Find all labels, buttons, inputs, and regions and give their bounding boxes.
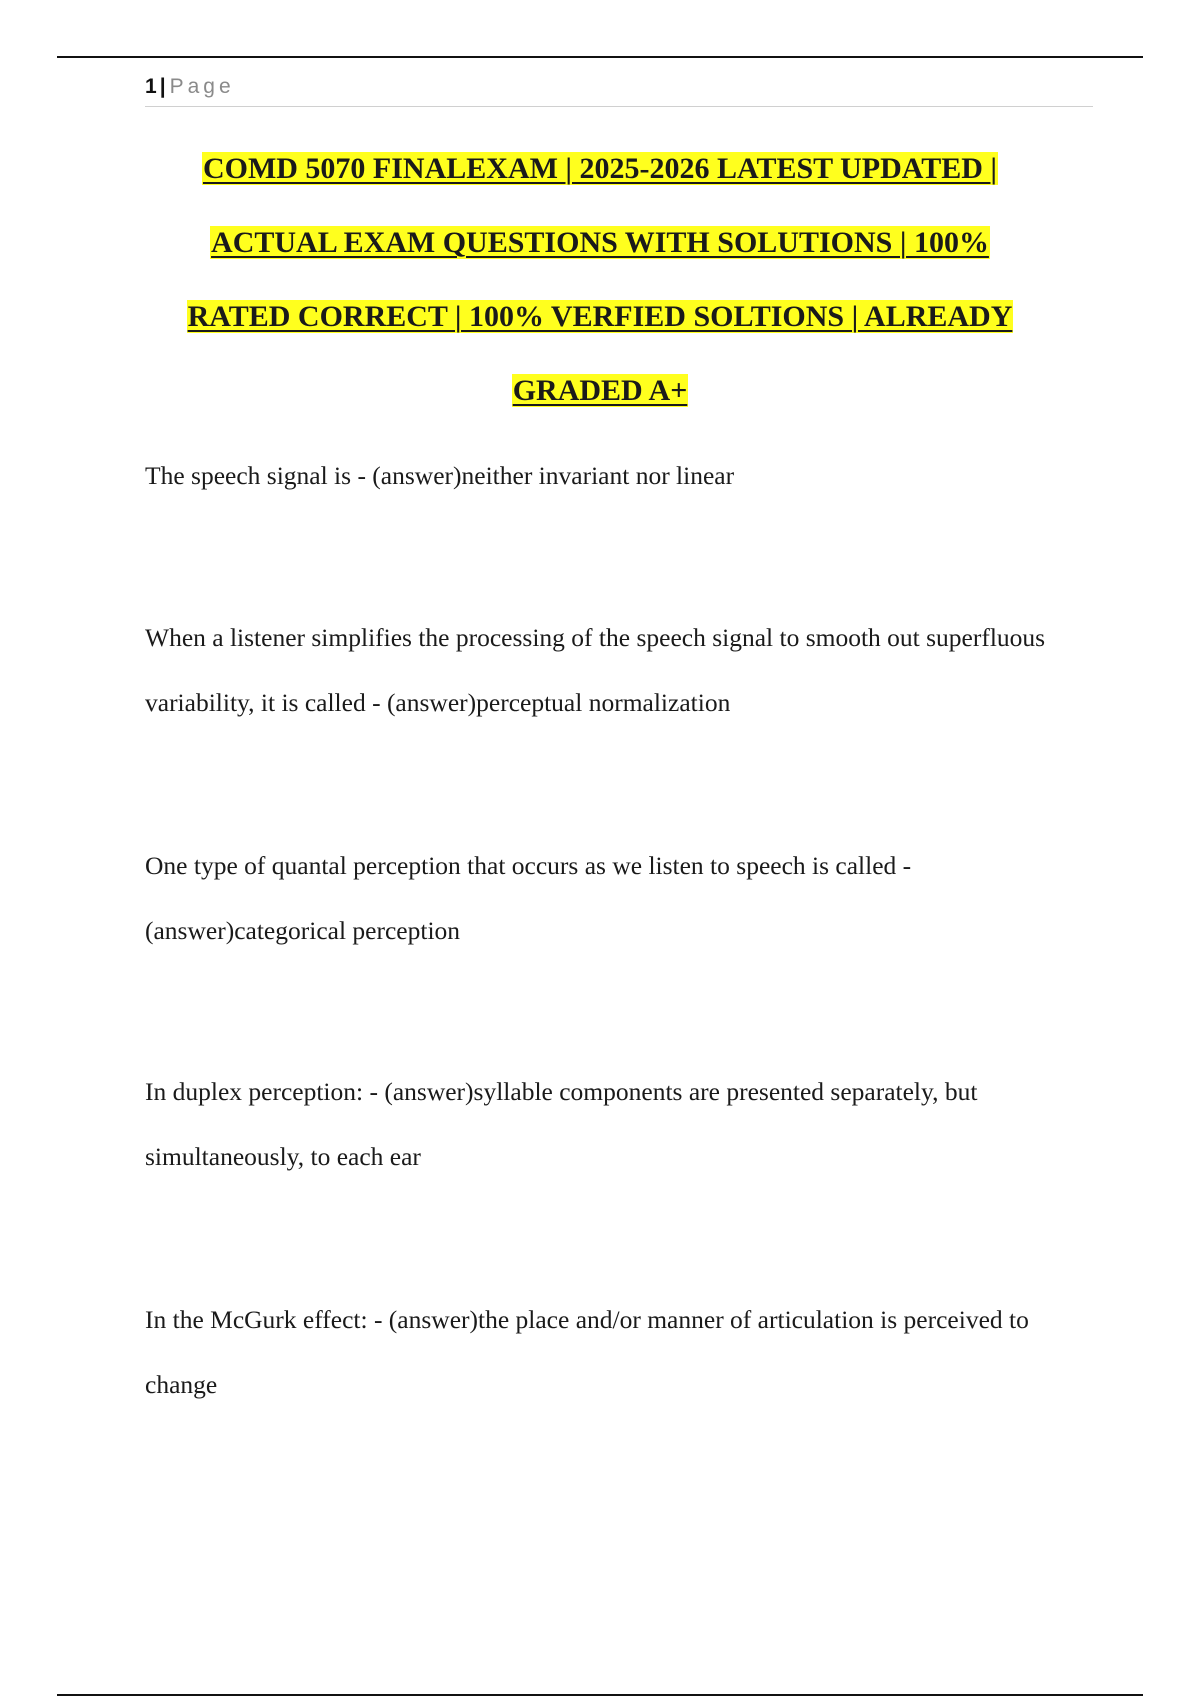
page-label: Page — [169, 75, 235, 98]
title-line: COMD 5070 FINALEXAM | 2025-2026 LATEST UPDATED | — [202, 152, 998, 185]
page-header — [145, 74, 1093, 107]
question-answer-3: One type of quantal perception that occurs as we listen to speech is called - (answer)categorical perception — [145, 851, 912, 945]
question-answer-5: In the McGurk effect: - (answer)the place and/or manner of articulation is perceived to change — [145, 1305, 1029, 1399]
question-answer-1: The speech signal is - (answer)neither invariant nor linear — [145, 461, 735, 490]
document-title — [100, 132, 1100, 428]
title-line: ACTUAL EXAM QUESTIONS WITH SOLUTIONS | 100% — [211, 226, 989, 259]
question-answer-2: When a listener simplifies the processing of the speech signal to smooth out superfluous variability, it is called - (answer)perceptual normalization — [145, 623, 1046, 717]
title-line: GRADED A+ — [512, 374, 688, 407]
title-line: RATED CORRECT | 100% VERFIED SOLTIONS | ALREADY — [187, 300, 1013, 333]
question-answer-4: In duplex perception: - (answer)syllable components are presented separately, but simultaneously, to each ear — [145, 1077, 978, 1171]
page-number: 1 — [145, 75, 157, 98]
page-separator: | — [159, 75, 166, 98]
top-rule — [57, 56, 1143, 58]
bottom-rule — [57, 1694, 1143, 1696]
